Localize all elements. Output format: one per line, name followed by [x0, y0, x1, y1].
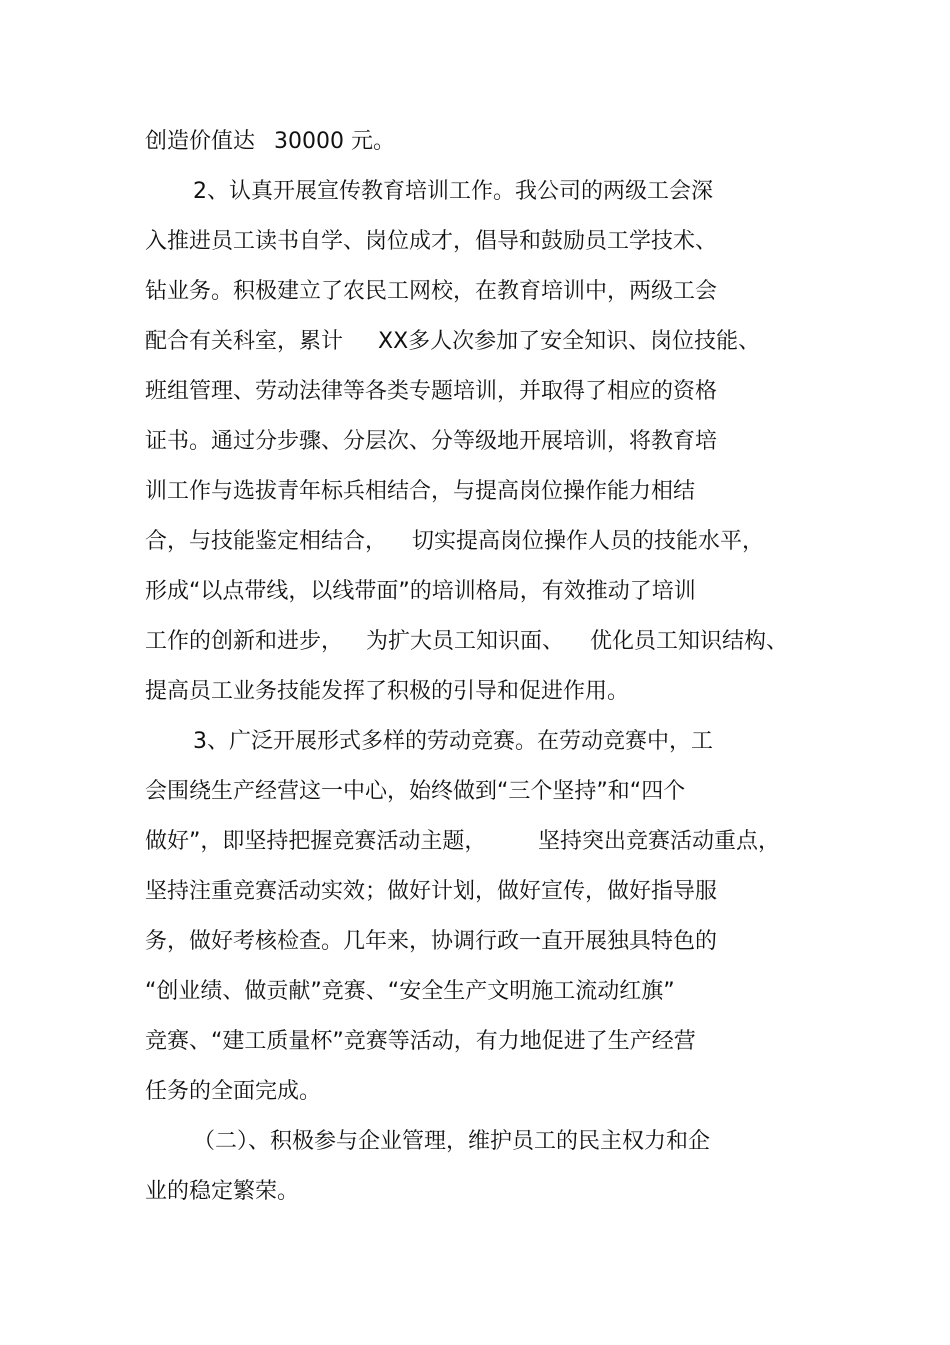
text-segment: 为扩大员工知识面、: [366, 629, 565, 654]
text-line: [0, 672, 950, 712]
text-segment: 合，与技能鉴定相结合，: [145, 529, 388, 554]
text-line: [0, 972, 950, 1012]
text-segment: 3、广泛开展形式多样的劳动竞赛。在劳动竞赛中，工: [193, 729, 713, 754]
text-segment: 形成“以点带线，以线带面”的培训格局，有效推动了培训: [145, 579, 696, 604]
text-line: [0, 1072, 950, 1112]
text-segment: 创造价值达: [145, 129, 256, 154]
text-segment: 工作的创新和进步，: [145, 629, 344, 654]
text-segment: 务，做好考核检查。几年来，协调行政一直开展独具特色的: [145, 929, 718, 954]
text-line: [0, 922, 950, 962]
text-segment: 做好”，即坚持把握竞赛活动主题，: [145, 829, 487, 854]
text-line: [0, 322, 950, 362]
text-line: [0, 272, 950, 312]
text-segment: XX多人次参加了安全知识、岗位技能、: [378, 329, 761, 354]
text-line: [0, 1172, 950, 1212]
text-segment: 提高员工业务技能发挥了积极的引导和促进作用。: [145, 679, 630, 704]
text-segment: 配合有关科室，累计: [145, 329, 344, 354]
text-segment: 坚持注重竞赛活动实效；做好计划，做好宣传，做好指导服: [145, 879, 718, 904]
text-line: [0, 522, 950, 562]
text-line: [0, 822, 950, 862]
text-segment: 优化员工知识结构、: [590, 629, 789, 654]
text-segment: 入推进员工读书自学、岗位成才，倡导和鼓励员工学技术、: [145, 229, 718, 254]
text-line: [0, 222, 950, 262]
text-segment: 切实提高岗位操作人员的技能水平，: [412, 529, 765, 554]
text-segment: “创业绩、做贡献”竞赛、“安全生产文明施工流动红旗”: [145, 979, 675, 1004]
text-segment: 证书。通过分步骤、分层次、分等级地开展培训，将教育培: [145, 429, 718, 454]
text-segment: （二）、积极参与企业管理，维护员工的民主权力和企: [193, 1129, 711, 1154]
text-line: [0, 422, 950, 462]
text-segment: 业的稳定繁荣。: [145, 1179, 300, 1204]
text-segment: 任务的全面完成。: [145, 1079, 322, 1104]
text-line: [0, 122, 950, 162]
text-line: [0, 772, 950, 812]
text-segment: 钻业务。积极建立了农民工网校，在教育培训中，两级工会: [145, 279, 718, 304]
text-line: [0, 472, 950, 512]
text-segment: 会围绕生产经营这一中心，始终做到“三个坚持”和“四个: [145, 779, 686, 804]
text-line: [0, 622, 950, 662]
text-line: [0, 872, 950, 912]
paragraph-start: [0, 1122, 950, 1162]
text-segment: 训工作与选拔青年标兵相结合，与提高岗位操作能力相结: [145, 479, 696, 504]
text-segment: 坚持突出竞赛活动重点，: [538, 829, 781, 854]
paragraph-start: [0, 172, 950, 212]
text-segment: 班组管理、劳动法律等各类专题培训，并取得了相应的资格: [145, 379, 718, 404]
text-segment: 30000 元。: [274, 129, 395, 154]
paragraph-start: [0, 722, 950, 762]
text-segment: 2、认真开展宣传教育培训工作。我公司的两级工会深: [193, 179, 713, 204]
text-segment: 竞赛、“建工质量杯”竞赛等活动，有力地促进了生产经营: [145, 1029, 696, 1054]
text-line: [0, 572, 950, 612]
text-line: [0, 1022, 950, 1062]
text-line: [0, 372, 950, 412]
